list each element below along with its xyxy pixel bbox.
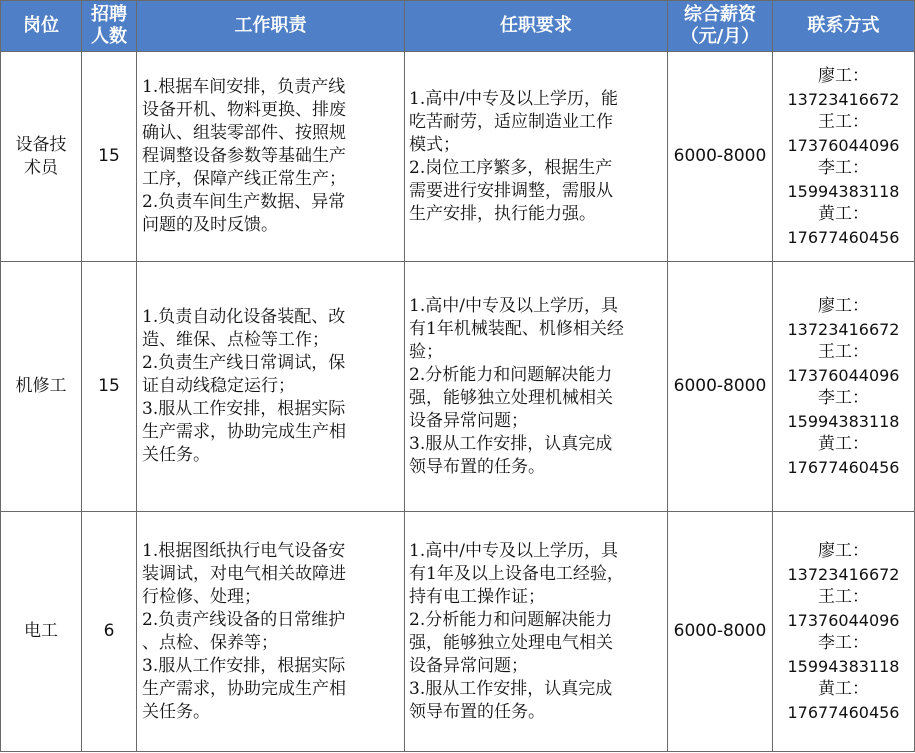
requirement-line: 1.高中/中专及以上学历，具 <box>409 295 618 316</box>
contact-name: 王工： <box>818 586 869 607</box>
requirement-line: 设备异常问题； <box>409 655 528 676</box>
salary-text: 6000-8000 <box>673 146 767 166</box>
count-text: 15 <box>98 376 120 396</box>
contact-name: 王工： <box>818 111 869 132</box>
requirement-line: 有1年及以上设备电工经验， <box>409 563 624 584</box>
contact-phone: 17376044096 <box>787 610 900 630</box>
requirement-line: 2.岗位工序繁多，根据生产 <box>409 157 613 178</box>
duty-line: 工序，保障产线正常生产； <box>142 169 346 189</box>
contact-phone: 17376044096 <box>787 365 900 385</box>
duty-line: 生产需求，协助完成生产相 <box>142 678 346 699</box>
requirement-line: 验； <box>409 341 443 362</box>
contact-name: 李工： <box>818 387 869 408</box>
requirement-line: 吃苦耐劳，适应制造业工作 <box>409 111 613 132</box>
requirement-line: 需要进行安排调整，需服从 <box>409 180 613 201</box>
position-text: 设备技 <box>15 134 67 155</box>
header-contact: 联系方式 <box>773 1 915 52</box>
duties-cell <box>137 512 405 752</box>
header-position: 岗位 <box>1 1 82 52</box>
table-row <box>1 512 915 752</box>
contact-phone: 13723416672 <box>787 89 900 109</box>
contact-phone: 17376044096 <box>787 135 900 155</box>
requirement-line: 3.服从工作安排，认真完成 <box>409 433 613 454</box>
contact-name: 廖工： <box>818 540 869 561</box>
contact-name: 廖工： <box>818 65 869 86</box>
header-requirements: 任职要求 <box>405 1 668 52</box>
contact-name: 李工： <box>818 157 869 178</box>
requirement-line: 设备异常问题； <box>409 410 528 431</box>
header-salary-line2: （元/月） <box>680 26 760 47</box>
requirement-line: 领导布置的任务。 <box>409 456 545 477</box>
salary-cell <box>668 512 773 752</box>
duty-line: 1.根据图纸执行电气设备安 <box>142 540 346 561</box>
contact-name: 王工： <box>818 341 869 362</box>
salary-cell <box>668 262 773 512</box>
duty-line: 造、维保、点检等工作； <box>142 330 329 350</box>
header-count-line1: 招聘 <box>91 4 127 25</box>
duty-line: 关任务。 <box>142 701 210 722</box>
contact-phone: 17677460456 <box>787 702 900 722</box>
duty-line: 1.负责自动化设备装配、改 <box>142 307 346 327</box>
contact-name: 黄工： <box>818 678 869 699</box>
position-text: 机修工 <box>15 376 67 396</box>
duty-line: 3.服从工作安排，根据实际 <box>142 399 346 419</box>
count-cell <box>82 262 137 512</box>
header-duties: 工作职责 <box>137 1 405 52</box>
requirements-cell <box>405 52 668 262</box>
contact-phone: 13723416672 <box>787 319 900 339</box>
contact-phone: 15994383118 <box>787 411 900 431</box>
requirement-line: 生产安排，执行能力强。 <box>409 203 596 224</box>
contact-phone: 17677460456 <box>787 227 900 247</box>
duty-line: 证自动线稳定运行； <box>142 376 295 396</box>
requirement-line: 有1年机械装配、机修相关经 <box>409 318 624 339</box>
requirement-line: 持有电工操作证； <box>409 586 545 607</box>
position-cell <box>1 52 82 262</box>
salary-text: 6000-8000 <box>673 376 767 396</box>
duty-line: 2.负责产线设备的日常维护 <box>142 609 346 630</box>
requirement-line: 2.分析能力和问题解决能力 <box>409 609 613 630</box>
position-text: 电工 <box>24 621 58 641</box>
position-cell <box>1 262 82 512</box>
position-text: 术员 <box>24 157 58 178</box>
contact-name: 廖工： <box>818 295 869 316</box>
count-text: 15 <box>98 146 120 166</box>
requirements-cell <box>405 512 668 752</box>
requirement-line: 1.高中/中专及以上学历，具 <box>409 540 618 561</box>
requirement-line: 领导布置的任务。 <box>409 701 545 722</box>
contact-name: 李工： <box>818 632 869 653</box>
table-body <box>1 52 915 752</box>
count-text: 6 <box>103 621 115 641</box>
duty-line: 程调整设备参数等基础生产 <box>142 146 346 166</box>
header-count <box>82 1 137 52</box>
contact-phone: 15994383118 <box>787 656 900 676</box>
count-cell <box>82 52 137 262</box>
duty-line: 问题的及时反馈。 <box>142 215 278 235</box>
header-salary-line1: 综合薪资 <box>684 4 756 25</box>
duty-line: 1.根据车间安排，负责产线 <box>142 77 346 97</box>
contact-name: 黄工： <box>818 433 869 454</box>
header-salary <box>668 1 773 52</box>
table-row <box>1 52 915 262</box>
requirement-line: 强，能够独立处理电气相关 <box>409 632 613 653</box>
contact-cell <box>773 512 915 752</box>
contact-cell <box>773 52 915 262</box>
contact-phone: 17677460456 <box>787 457 900 477</box>
duty-line: 行检修、处理； <box>142 586 261 607</box>
header-row <box>1 1 915 52</box>
requirement-line: 3.服从工作安排，认真完成 <box>409 678 613 699</box>
duty-line: 2.负责生产线日常调试，保 <box>142 353 346 373</box>
count-cell <box>82 512 137 752</box>
contact-phone: 13723416672 <box>787 564 900 584</box>
duties-cell <box>137 262 405 512</box>
duty-line: 关任务。 <box>142 445 210 465</box>
duties-cell <box>137 52 405 262</box>
contact-name: 黄工： <box>818 203 869 224</box>
requirement-line: 1.高中/中专及以上学历，能 <box>409 88 618 109</box>
salary-cell <box>668 52 773 262</box>
position-cell <box>1 512 82 752</box>
requirement-line: 强，能够独立处理机械相关 <box>409 387 613 408</box>
requirements-cell <box>405 262 668 512</box>
duty-line: 生产需求，协助完成生产相 <box>142 422 346 442</box>
requirement-line: 模式； <box>409 134 460 155</box>
requirement-line: 2.分析能力和问题解决能力 <box>409 364 613 385</box>
contact-phone: 15994383118 <box>787 181 900 201</box>
header-count-line2: 人数 <box>91 26 127 47</box>
duty-line: 装调试，对电气相关故障进 <box>142 563 346 584</box>
duty-line: 、点检、保养等； <box>142 632 278 653</box>
duty-line: 确认、组装零部件、按照规 <box>142 123 346 143</box>
table-row <box>1 262 915 512</box>
duty-line: 3.服从工作安排，根据实际 <box>142 655 346 676</box>
salary-text: 6000-8000 <box>673 621 767 641</box>
duty-line: 2.负责车间生产数据、异常 <box>142 192 346 212</box>
contact-cell <box>773 262 915 512</box>
duty-line: 设备开机、物料更换、排废 <box>142 100 346 120</box>
